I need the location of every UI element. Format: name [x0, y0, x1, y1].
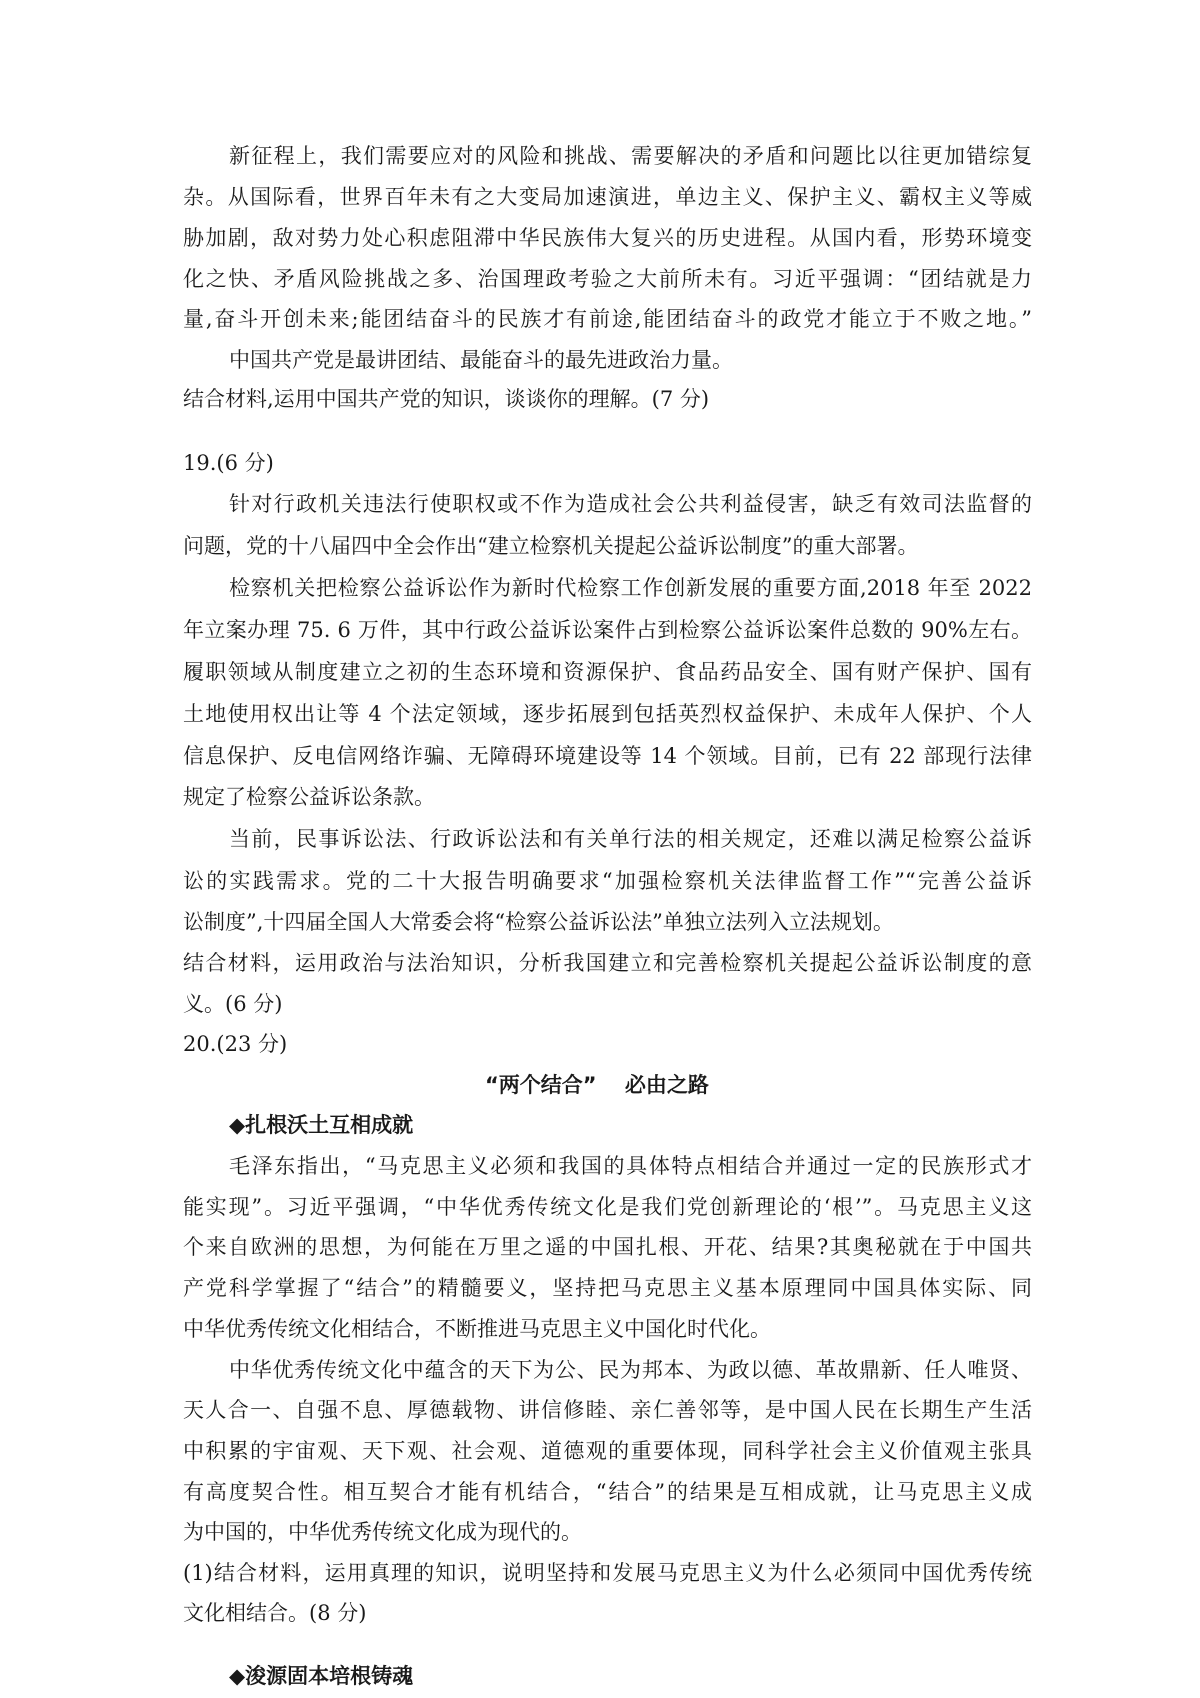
q20-paragraph-line: 个来自欧洲的思想，为何能在万里之遥的中国扎根、开花、结果?其奥秘就在于中国共	[183, 1235, 1032, 1259]
q19-paragraph-line: 问题，党的十八届四中全会作出“建立检察机关提起公益诉讼制度”的重大部署。	[183, 534, 919, 558]
q20-question-1: (1)结合材料，运用真理的知识，说明坚持和发展马克思主义为什么必须同中国优秀传统	[183, 1561, 1032, 1585]
q20-paragraph-line: 有高度契合性。相互契合才能有机结合，“结合”的结果是互相成就，让马克思主义成	[183, 1480, 1032, 1504]
q18-question: 结合材料,运用中国共产党的知识，谈谈你的理解。(7 分)	[183, 387, 710, 411]
q20-paragraph-line: 毛泽东指出，“马克思主义必须和我国的具体特点相结合并通过一定的民族形式才	[229, 1154, 1032, 1178]
q18-paragraph-line: 新征程上，我们需要应对的风险和挑战、需要解决的矛盾和问题比以往更加错综复	[229, 144, 1032, 168]
q18-paragraph-line: 胁加剧，敌对势力处心积虑阻滞中华民族伟大复兴的历史进程。从国内看，形势环境变	[183, 226, 1032, 250]
q18-paragraph-line: 量,奋斗开创未来;能团结奋斗的民族才有前途,能团结奋斗的政党才能立于不败之地。”	[183, 307, 1032, 331]
q19-paragraph-line: 信息保护、反电信网络诈骗、无障碍环境建设等 14 个领域。目前，已有 22 部现行法律	[183, 744, 1032, 768]
q19-paragraph-line: 土地使用权出让等 4 个法定领域，逐步拓展到包括英烈权益保护、未成年人保护、个人	[183, 702, 1032, 726]
q19-paragraph-line: 讼制度”,十四届全国人大常委会将“检察公益诉讼法”单独立法列入立法规划。	[183, 910, 894, 934]
q20-section2-heading: ◆浚源固本培根铸魂	[229, 1664, 414, 1688]
q20-question-1: 文化相结合。(8 分)	[183, 1601, 367, 1625]
q18-paragraph-line: 化之快、矛盾风险挑战之多、治国理政考验之大前所未有。习近平强调：“团结就是力	[183, 267, 1032, 291]
q19-paragraph-line: 年立案办理 75. 6 万件，其中行政公益诉讼案件占到检察公益诉讼案件总数的 90%左右。	[183, 618, 1032, 642]
q20-paragraph-line: 产党科学掌握了“结合”的精髓要义，坚持把马克思主义基本原理同中国具体实际、同	[183, 1276, 1032, 1300]
q19-paragraph-line: 针对行政机关违法行使职权或不作为造成社会公共利益侵害，缺乏有效司法监督的	[229, 492, 1032, 516]
q19-paragraph-line: 讼的实践需求。党的二十大报告明确要求“加强检察机关法律监督工作”“完善公益诉	[183, 869, 1032, 893]
q20-paragraph-line: 能实现”。习近平强调，“中华优秀传统文化是我们党创新理论的‘根’”。马克思主义这	[183, 1195, 1032, 1219]
q19-question: 义。(6 分)	[183, 992, 283, 1016]
q20-header: 20.(23 分)	[183, 1032, 288, 1056]
q20-paragraph-line: 中华优秀传统文化相结合，不断推进马克思主义中国化时代化。	[183, 1317, 771, 1341]
q19-question: 结合材料，运用政治与法治知识，分析我国建立和完善检察机关提起公益诉讼制度的意	[183, 951, 1032, 975]
q18-paragraph-line: 中国共产党是最讲团结、最能奋斗的最先进政治力量。	[229, 348, 733, 372]
q19-paragraph-line: 检察机关把检察公益诉讼作为新时代检察工作创新发展的重要方面,2018 年至 2022	[229, 576, 1032, 600]
q20-paragraph-line: 中华优秀传统文化中蕴含的天下为公、民为邦本、为政以德、革故鼎新、任人唯贤、	[229, 1358, 1032, 1382]
q18-paragraph-line: 杂。从国际看，世界百年未有之大变局加速演进，单边主义、保护主义、霸权主义等威	[183, 185, 1032, 209]
q19-paragraph-line: 规定了检察公益诉讼条款。	[183, 785, 435, 809]
q20-title: “两个结合” 必由之路	[485, 1073, 709, 1097]
q20-section1-heading: ◆扎根沃土互相成就	[229, 1113, 414, 1137]
q20-paragraph-line: 天人合一、自强不息、厚德载物、讲信修睦、亲仁善邻等，是中国人民在长期生产生活	[183, 1398, 1032, 1422]
q19-header: 19.(6 分)	[183, 451, 274, 475]
q19-paragraph-line: 当前，民事诉讼法、行政诉讼法和有关单行法的相关规定，还难以满足检察公益诉	[229, 827, 1032, 851]
q19-paragraph-line: 履职领域从制度建立之初的生态环境和资源保护、食品药品安全、国有财产保护、国有	[183, 660, 1032, 684]
q20-paragraph-line: 中积累的宇宙观、天下观、社会观、道德观的重要体现，同科学社会主义价值观主张具	[183, 1439, 1032, 1463]
q20-paragraph-line: 为中国的，中华优秀传统文化成为现代的。	[183, 1520, 582, 1544]
